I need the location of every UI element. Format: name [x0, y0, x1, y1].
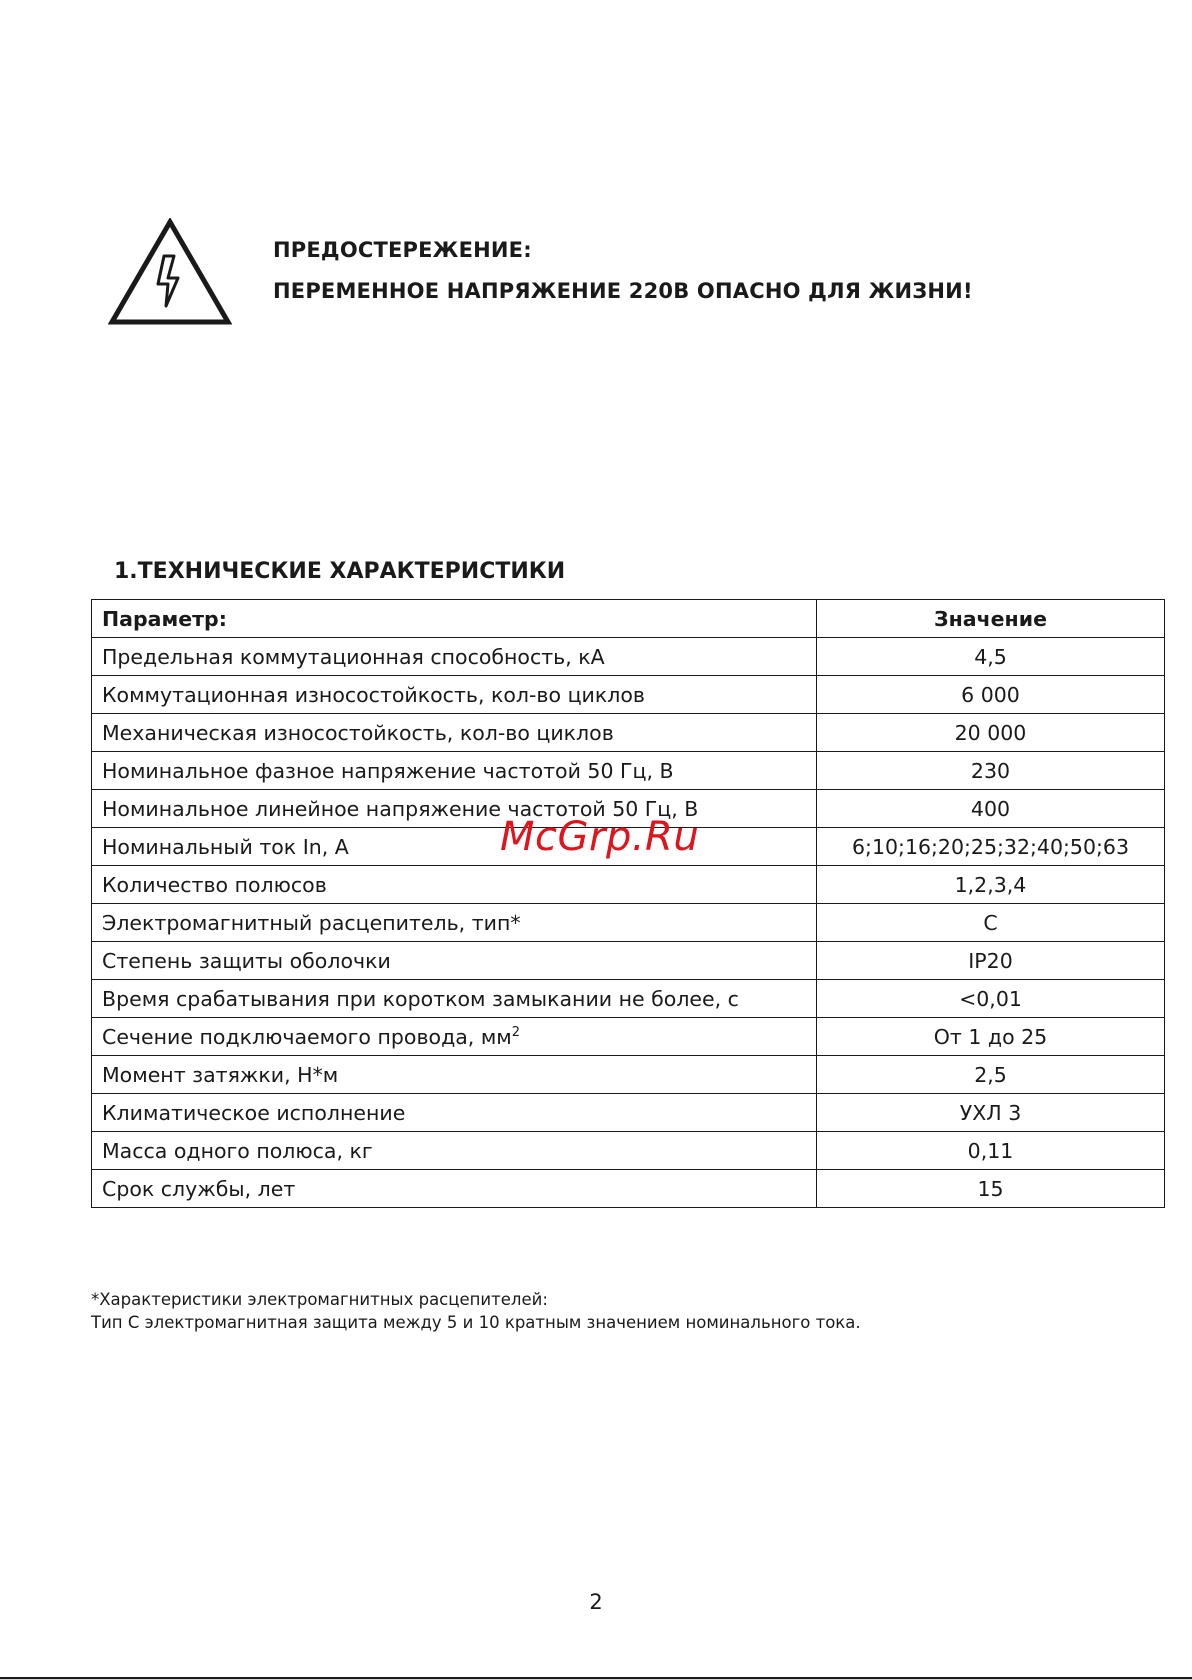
- footnote: [91, 1288, 861, 1334]
- table-row: [92, 714, 1165, 752]
- row-param-cell: [92, 1170, 817, 1208]
- table-row: [92, 1170, 1165, 1208]
- warning-body: ПЕРЕМЕННОЕ НАПРЯЖЕНИЕ 220В ОПАСНО ДЛЯ ЖИЗНИ!: [273, 279, 973, 303]
- row-value: IP20: [817, 942, 1165, 980]
- row-param-cell: [92, 1094, 817, 1132]
- table-row: [92, 866, 1165, 904]
- row-value: 0,11: [817, 1132, 1165, 1170]
- row-param: Время срабатывания при коротком замыкании не более, с: [102, 986, 739, 1011]
- row-param: Масса одного полюса, кг: [102, 1138, 373, 1163]
- page-number: 2: [589, 1590, 603, 1614]
- table-row: [92, 980, 1165, 1018]
- row-param-cell: [92, 1132, 817, 1170]
- row-value: 230: [817, 752, 1165, 790]
- row-value: 1,2,3,4: [817, 866, 1165, 904]
- row-value: 15: [817, 1170, 1165, 1208]
- row-param-superscript: 2: [511, 1024, 521, 1040]
- section-title: 1.ТЕХНИЧЕСКИЕ ХАРАКТЕРИСТИКИ: [114, 559, 566, 584]
- row-param: Степень защиты оболочки: [102, 948, 391, 973]
- row-param: Климатическое исполнение: [102, 1100, 406, 1125]
- row-param: Момент затяжки, Н*м: [102, 1062, 339, 1087]
- specs-table: [91, 599, 1165, 1208]
- row-param: Сечение подключаемого провода, мм: [102, 1024, 512, 1049]
- watermark: McGrp.Ru: [500, 814, 700, 860]
- table-row: [92, 1056, 1165, 1094]
- row-param-cell: [92, 1018, 817, 1056]
- row-value: 6;10;16;20;25;32;40;50;63: [817, 828, 1165, 866]
- specs-table-body: [92, 638, 1165, 1208]
- row-param: Номинальное линейное напряжение частотой 50 Гц, В: [102, 796, 699, 821]
- row-param-cell: [92, 904, 817, 942]
- row-param-cell: [92, 752, 817, 790]
- table-row: [92, 904, 1165, 942]
- row-value: УХЛ 3: [817, 1094, 1165, 1132]
- row-param: Предельная коммутационная способность, кА: [102, 644, 605, 669]
- row-param-cell: [92, 638, 817, 676]
- row-param: Номинальное фазное напряжение частотой 50 Гц, В: [102, 758, 674, 783]
- header-value: Значение: [817, 600, 1165, 638]
- row-value: 6 000: [817, 676, 1165, 714]
- table-row: [92, 638, 1165, 676]
- row-value: 4,5: [817, 638, 1165, 676]
- row-param-cell: [92, 714, 817, 752]
- row-value: От 1 до 25: [817, 1018, 1165, 1056]
- warning-message: [273, 230, 973, 312]
- row-value: 400: [817, 790, 1165, 828]
- table-row: [92, 1132, 1165, 1170]
- table-row: [92, 1094, 1165, 1132]
- row-param-cell: [92, 828, 817, 866]
- table-row: [92, 676, 1165, 714]
- footnote-line-2: Тип С электромагнитная защита между 5 и 10 кратным значением номинального тока.: [91, 1313, 861, 1332]
- row-param: Электромагнитный расцепитель, тип*: [102, 910, 521, 935]
- warning-heading: ПРЕДОСТЕРЕЖЕНИЕ:: [273, 238, 532, 262]
- header-param: Параметр:: [92, 600, 817, 638]
- row-param: Номинальный ток In, А: [102, 834, 349, 859]
- row-value: <0,01: [817, 980, 1165, 1018]
- row-param-cell: [92, 676, 817, 714]
- row-param: Количество полюсов: [102, 872, 327, 897]
- table-header-row: [92, 600, 1165, 638]
- row-param: Коммутационная износостойкость, кол-во циклов: [102, 682, 645, 707]
- table-row: [92, 942, 1165, 980]
- footnote-line-1: *Характеристики электромагнитных расцепителей:: [91, 1290, 548, 1309]
- row-param-cell: [92, 790, 817, 828]
- row-param-cell: [92, 866, 817, 904]
- row-param-cell: [92, 1056, 817, 1094]
- table-row: [92, 752, 1165, 790]
- row-param: Механическая износостойкость, кол-во циклов: [102, 720, 614, 745]
- row-param-cell: [92, 942, 817, 980]
- row-value: 20 000: [817, 714, 1165, 752]
- row-value: C: [817, 904, 1165, 942]
- high-voltage-warning-icon: [108, 218, 232, 326]
- row-value: 2,5: [817, 1056, 1165, 1094]
- table-row: [92, 1018, 1165, 1056]
- row-param: Срок службы, лет: [102, 1176, 296, 1201]
- row-param-cell: [92, 980, 817, 1018]
